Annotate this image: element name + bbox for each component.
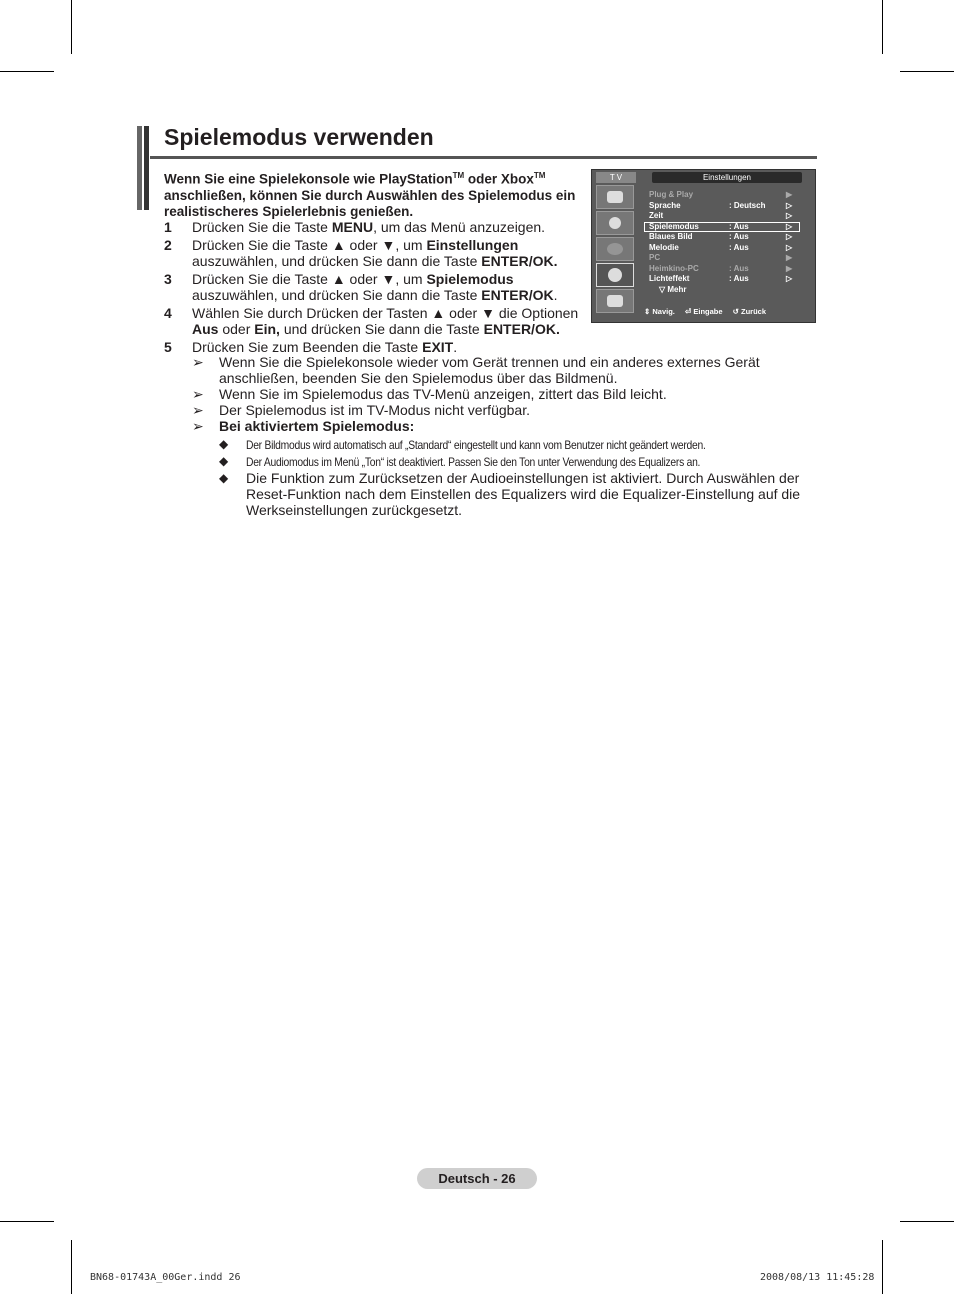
tv-menu-item (644, 232, 800, 243)
tv-tab: T V (596, 172, 636, 183)
step-text: Drücken Sie die Taste ▲ oder ▼, um (192, 237, 427, 253)
note-heading: Bei aktiviertem Spielemodus: (219, 418, 415, 434)
bullet-item (219, 436, 832, 453)
tv-item-label: Zeit (649, 211, 664, 220)
footer-file-info: BN68-01743A_00Ger.indd 26 (90, 1272, 241, 1283)
bullet-text: Der Bildmodus wird automatisch auf „Standard“ eingestellt und kann vom Benutzer nicht geändert werden. (246, 438, 706, 452)
arrow-right-icon: ▷ (786, 232, 793, 241)
tv-menu-more: ▽ Mehr (659, 284, 687, 294)
diamond-icon: ◆ (219, 454, 229, 468)
input-icon (596, 289, 634, 313)
step-item (164, 237, 594, 269)
step-key: Ein, (254, 321, 280, 337)
step-key: Spielemodus (426, 271, 514, 287)
bullet-list (219, 436, 832, 518)
notes-list (192, 354, 832, 518)
tv-item-label: Spielemodus (649, 221, 699, 231)
setup-gear-icon (596, 263, 634, 287)
tv-item-value: : Aus (729, 274, 749, 283)
crop-mark (900, 71, 954, 72)
tv-menu-item (644, 274, 800, 285)
step-text: oder (218, 321, 255, 337)
tv-footer-nav: ⇕ Navig. (644, 307, 675, 316)
diamond-icon: ◆ (219, 471, 229, 485)
tv-menu-header (592, 170, 815, 184)
bullet-item (219, 453, 832, 470)
tv-menu-icons (596, 185, 636, 315)
arrow-right-icon: ▶ (786, 263, 793, 273)
trademark: TM (533, 171, 546, 180)
step-number: 1 (164, 219, 172, 235)
step-key: ENTER/OK. (483, 321, 560, 337)
tv-menu-item (644, 243, 800, 254)
arrow-right-icon: ▷ (786, 200, 793, 210)
arrow-right-icon: ▷ (786, 242, 793, 252)
step-text: Drücken Sie zum Beenden die Taste (192, 339, 423, 355)
note-item (192, 418, 832, 518)
step-key: ENTER/OK (481, 287, 554, 303)
intro-text: anschließen, können Sie durch Auswählen des Spielemodus ein realistischeres Spielerlebnis genießen. (164, 187, 576, 219)
tv-item-value: : Aus (729, 263, 749, 273)
step-item (164, 219, 594, 235)
tv-item-label: Heimkino-PC (649, 263, 699, 273)
title-decoration (137, 126, 151, 210)
step-number: 4 (164, 305, 172, 321)
arrow-right-icon: ▶ (786, 253, 793, 262)
tv-item-label: PC (649, 253, 661, 262)
step-text: auszuwählen, und drücken Sie dann die Taste (192, 253, 482, 269)
crop-mark (900, 1221, 954, 1222)
bullet-item (219, 470, 826, 518)
tv-item-value: : Aus (729, 221, 749, 231)
tv-menu-item (644, 190, 800, 201)
arrow-right-icon: ▷ (786, 221, 793, 231)
intro-text: oder Xbox (464, 171, 534, 187)
picture-icon (596, 185, 634, 209)
note-text: Der Spielemodus ist im TV-Modus nicht verfügbar. (219, 402, 530, 418)
arrow-icon: ➢ (192, 402, 204, 418)
intro-text: Wenn Sie eine Spielekonsole wie PlayStation (164, 171, 453, 187)
crop-mark (882, 1240, 883, 1294)
tv-item-label: Melodie (649, 242, 679, 252)
bullet-text: Der Audiomodus im Menü „Ton“ ist deaktiviert. Passen Sie den Ton unter Verwendung des Equalizers an. (246, 455, 701, 469)
arrow-right-icon: ▶ (786, 190, 793, 199)
tv-menu-item (644, 264, 800, 275)
title-divider (150, 156, 817, 159)
step-key: ENTER/OK. (481, 253, 558, 269)
tv-item-value: : Aus (729, 242, 749, 252)
sound-icon (596, 211, 634, 235)
page-title: Spielemodus verwenden (164, 124, 434, 150)
crop-mark (71, 0, 72, 54)
tv-item-label: Plug & Play (649, 190, 694, 199)
step-text: Drücken Sie die Taste ▲ oder ▼, um (192, 271, 427, 287)
note-item (192, 354, 832, 386)
arrow-icon: ➢ (192, 386, 204, 402)
step-key: EXIT (422, 339, 454, 355)
step-number: 3 (164, 271, 172, 287)
arrow-right-icon: ▷ (786, 274, 793, 283)
tv-menu-item-selected (644, 222, 800, 233)
tv-menu-title: Einstellungen (652, 172, 802, 183)
arrow-icon: ➢ (192, 354, 204, 370)
channel-icon (596, 237, 634, 261)
bullet-text: Die Funktion zum Zurücksetzen der Audioeinstellungen ist aktiviert. Durch Auswählen der Reset-Funktion nach dem Einstellen des Equalizers wird die Equalizer-Einstellung auf die Werkseinstellungen zurückgesetzt. (246, 470, 801, 518)
note-item (192, 402, 832, 418)
tv-item-value: : Aus (729, 232, 749, 241)
crop-mark (882, 0, 883, 54)
crop-mark (0, 1221, 54, 1222)
step-text: auszuwählen, und drücken Sie dann die Taste (192, 287, 482, 303)
step-number: 2 (164, 237, 172, 253)
tv-menu-item (644, 211, 800, 222)
note-text: Wenn Sie im Spielemodus das TV-Menü anzeigen, zittert das Bild leicht. (219, 386, 667, 402)
step-item (164, 305, 594, 337)
step-item (164, 271, 594, 303)
note-item (192, 386, 832, 402)
step-text: , um das Menü anzuzeigen. (373, 219, 546, 235)
page-number-badge: Deutsch - 26 (417, 1168, 537, 1189)
tv-item-value: : Deutsch (729, 200, 766, 210)
step-text: . (453, 339, 458, 355)
step-text: . (553, 287, 558, 303)
crop-mark (71, 1240, 72, 1294)
note-text: Wenn Sie die Spielekonsole wieder vom Gerät trennen und ein anderes externes Gerät anschließen, beenden Sie den Spielemodus über das Bildmenü. (219, 354, 760, 386)
diamond-icon: ◆ (219, 437, 229, 451)
tv-footer-enter: ⏎ Eingabe (684, 307, 723, 316)
tv-item-label: Lichteffekt (649, 274, 690, 283)
step-key: MENU (331, 219, 374, 235)
tv-menu-screenshot (591, 169, 816, 323)
intro-paragraph (164, 168, 584, 220)
step-number: 5 (164, 339, 172, 355)
step-item (164, 339, 594, 355)
tv-menu-footer (644, 307, 814, 316)
steps-list (164, 219, 594, 357)
step-text: Drücken Sie die Taste (192, 219, 332, 235)
arrow-right-icon: ▷ (786, 211, 793, 220)
tv-footer-back: ↺ Zurück (732, 307, 766, 316)
tv-item-label: Sprache (649, 200, 681, 210)
tv-menu-item (644, 253, 800, 264)
step-text: Wählen Sie durch Drücken der Tasten ▲ oder ▼ die Optionen (192, 305, 579, 321)
tv-menu-item (644, 201, 800, 212)
tv-menu-list (644, 190, 800, 295)
step-key: Aus (192, 321, 219, 337)
crop-mark (0, 71, 54, 72)
tv-item-label: Blaues Bild (649, 232, 693, 241)
step-text: und drücken Sie dann die Taste (279, 321, 484, 337)
footer-timestamp: 2008/08/13 11:45:28 (760, 1272, 875, 1283)
arrow-icon: ➢ (192, 418, 204, 434)
step-key: Einstellungen (426, 237, 519, 253)
trademark: TM (452, 171, 465, 180)
